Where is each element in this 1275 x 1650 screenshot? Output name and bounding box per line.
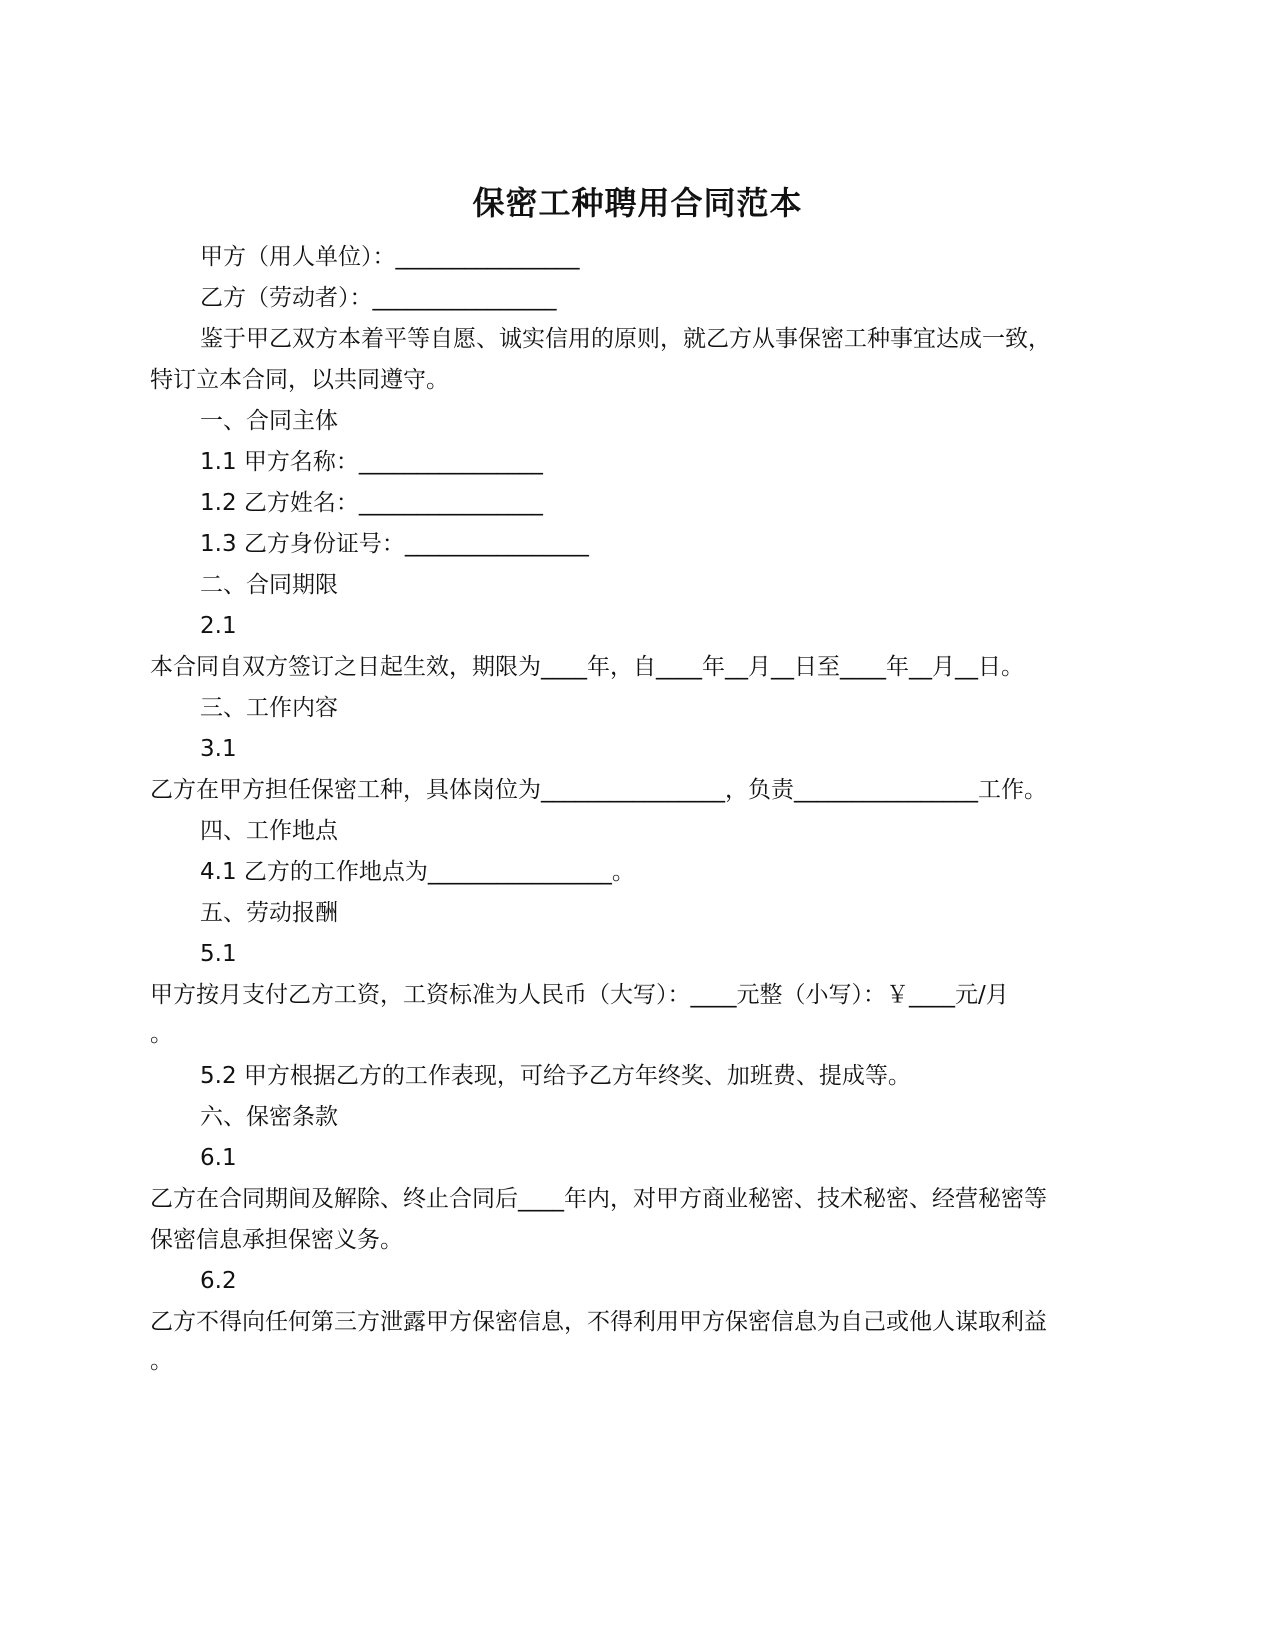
clause-5-1-text: 甲方按月支付乙方工资，工资标准为人民币（大写）：____元整（小写）：￥____元/月 <box>150 982 1009 1008</box>
clause-5-1-period: 。 <box>150 1021 173 1047</box>
party-b-line: 乙方（劳动者）：________________ <box>200 285 557 311</box>
party-a-line: 甲方（用人单位）：________________ <box>200 244 580 270</box>
section-heading-3: 三、工作内容 <box>200 695 338 721</box>
section-heading-6: 六、保密条款 <box>200 1104 338 1130</box>
preamble-line-1: 鉴于甲乙双方本着平等自愿、诚实信用的原则，就乙方从事保密工种事宜达成一致， <box>200 326 1051 352</box>
clause-6-1-text-2: 保密信息承担保密义务。 <box>150 1227 403 1253</box>
clause-1-3: 1.3 乙方身份证号：________________ <box>200 531 589 557</box>
clause-2-1-number: 2.1 <box>200 613 237 639</box>
clause-2-1-text: 本合同自双方签订之日起生效，期限为____年，自____年__月__日至____年__月__日。 <box>150 654 1024 680</box>
section-heading-1: 一、合同主体 <box>200 408 338 434</box>
clause-1-2: 1.2 乙方姓名：________________ <box>200 490 543 516</box>
clause-3-1-number: 3.1 <box>200 736 237 762</box>
clause-4-1: 4.1 乙方的工作地点为________________。 <box>200 859 635 885</box>
clause-6-1-number: 6.1 <box>200 1145 237 1171</box>
clause-6-2-text: 乙方不得向任何第三方泄露甲方保密信息，不得利用甲方保密信息为自己或他人谋取利益 <box>150 1309 1047 1335</box>
section-heading-5: 五、劳动报酬 <box>200 900 338 926</box>
clause-3-1-text: 乙方在甲方担任保密工种，具体岗位为________________，负责________________工作。 <box>150 777 1047 803</box>
clause-6-2-period: 。 <box>150 1348 173 1374</box>
clause-6-2-number: 6.2 <box>200 1268 237 1294</box>
document-title: 保密工种聘用合同范本 <box>472 184 803 222</box>
preamble-line-2: 特订立本合同，以共同遵守。 <box>150 367 449 393</box>
section-heading-2: 二、合同期限 <box>200 572 338 598</box>
section-heading-4: 四、工作地点 <box>200 818 338 844</box>
clause-6-1-text-1: 乙方在合同期间及解除、终止合同后____年内，对甲方商业秘密、技术秘密、经营秘密等 <box>150 1186 1047 1212</box>
clause-5-2: 5.2 甲方根据乙方的工作表现，可给予乙方年终奖、加班费、提成等。 <box>200 1063 911 1089</box>
clause-1-1: 1.1 甲方名称：________________ <box>200 449 543 475</box>
clause-5-1-number: 5.1 <box>200 941 237 967</box>
